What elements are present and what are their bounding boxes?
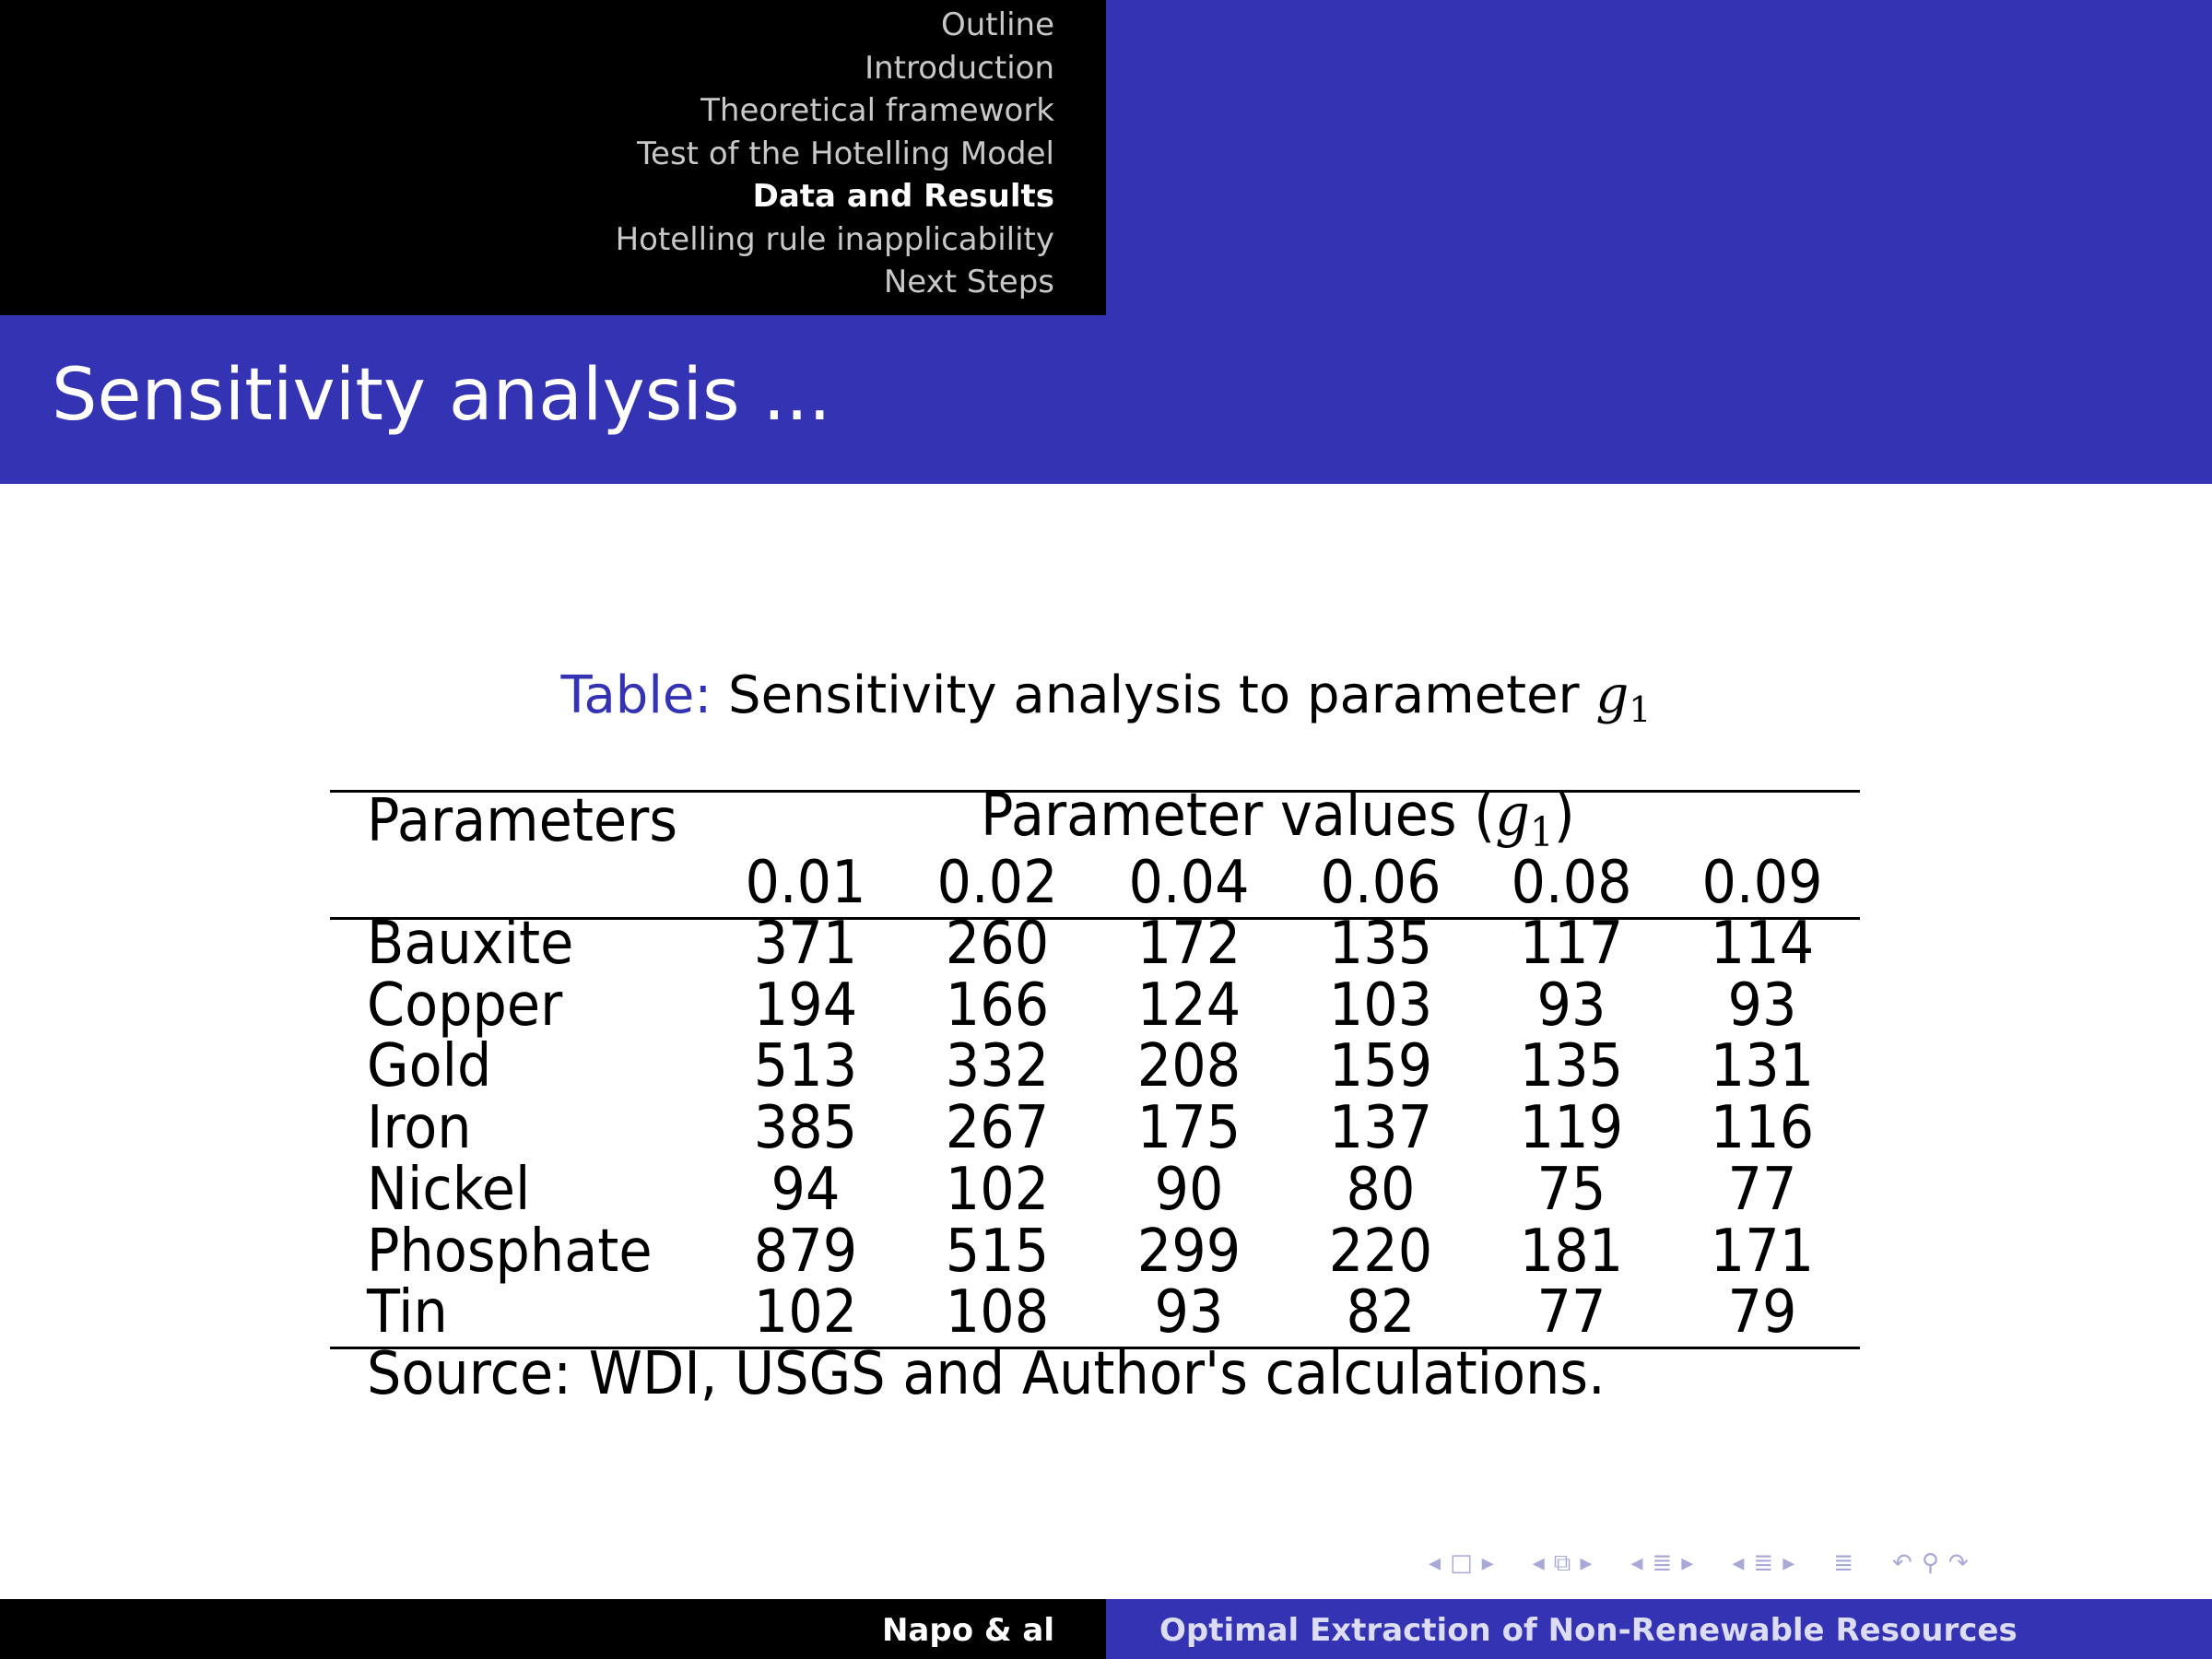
row-name-iron: Iron [367, 1094, 472, 1162]
caption-label: Table: [560, 665, 712, 725]
nav-next-frame-icon[interactable]: ▸ [1481, 1549, 1494, 1577]
nav-prev-frame-icon[interactable]: ◂ [1429, 1549, 1441, 1577]
column-header: 0.04 [1128, 849, 1250, 917]
table-cell: 93 [1154, 1278, 1224, 1347]
table-cell: 171 [1710, 1218, 1815, 1286]
column-header: 0.02 [936, 849, 1058, 917]
nav-search-icon[interactable]: ⚲ [1921, 1549, 1939, 1577]
table-cell: 175 [1136, 1094, 1241, 1162]
frame-title-bar [0, 315, 2212, 484]
footer-title: Optimal Extraction of Non-Renewable Resources [1159, 1612, 2018, 1649]
table-cell: 371 [753, 910, 858, 978]
table-cell: 515 [945, 1218, 1050, 1286]
nav-slide-icon[interactable]: ≣ [1753, 1549, 1774, 1577]
nav-prev-section-icon[interactable]: ◂ [1630, 1549, 1643, 1577]
row-name-bauxite: Bauxite [367, 910, 574, 978]
nav-subsection-icon[interactable]: ⧉ [1553, 1548, 1571, 1577]
table-cell: 102 [945, 1156, 1050, 1224]
table-cell: 159 [1328, 1032, 1433, 1100]
table-cell: 166 [945, 971, 1050, 1040]
footer-author-panel [0, 1599, 1106, 1659]
footer-title-panel [1106, 1599, 2212, 1659]
table-cell: 79 [1727, 1278, 1797, 1347]
section-navigation [616, 4, 1054, 304]
nav-back-icon[interactable]: ↶ [1892, 1549, 1912, 1577]
table-cell: 102 [753, 1278, 858, 1347]
nav-section-data-and-results[interactable]: Data and Results [752, 178, 1054, 215]
table-cell: 135 [1328, 910, 1433, 978]
column-header: 0.06 [1320, 849, 1441, 917]
beamer-navigation-controls [1429, 1545, 1969, 1582]
table-cell: 879 [753, 1218, 858, 1286]
table-cell: 108 [945, 1278, 1050, 1347]
table-cell: 103 [1328, 971, 1433, 1040]
nav-prev-subsection-icon[interactable]: ◂ [1532, 1549, 1545, 1577]
nav-next-slide-icon[interactable]: ▸ [1783, 1549, 1795, 1577]
nav-section-theoretical-framework[interactable]: Theoretical framework [700, 92, 1054, 129]
group-header-close: ) [1553, 782, 1575, 850]
table-cell: 332 [945, 1032, 1050, 1100]
table-source-note: Source: WDI, USGS and Author's calculations. [367, 1340, 1606, 1408]
nav-section-icon[interactable]: ≣ [1652, 1549, 1673, 1577]
row-name-phosphate: Phosphate [367, 1218, 653, 1286]
nav-section-introduction[interactable]: Introduction [865, 49, 1054, 87]
table-cell: 114 [1710, 910, 1815, 978]
row-name-copper: Copper [367, 971, 563, 1040]
header-section-panel [0, 0, 1106, 315]
group-header-symbol-subscript: 1 [1529, 809, 1554, 856]
group-header-symbol [1495, 782, 1554, 856]
caption-symbol-base: g [1595, 665, 1630, 725]
row-name-gold: Gold [367, 1032, 492, 1100]
nav-outline-icon[interactable]: ≣ [1833, 1549, 1854, 1577]
table-cell: 94 [771, 1156, 841, 1224]
row-name-nickel: Nickel [367, 1156, 531, 1224]
frame-title: Sensitivity analysis ... [52, 354, 831, 437]
table-cell: 119 [1519, 1094, 1624, 1162]
table-cell: 137 [1328, 1094, 1433, 1162]
table-cell: 299 [1136, 1218, 1241, 1286]
nav-section-next-steps[interactable]: Next Steps [883, 264, 1054, 300]
nav-section-hotelling-inapplicability[interactable]: Hotelling rule inapplicability [615, 220, 1054, 258]
table-cell: 260 [945, 910, 1050, 978]
footer-author: Napo & al [881, 1612, 1054, 1649]
group-header-text: Parameter values ( [981, 782, 1496, 850]
caption-text: Sensitivity analysis to parameter [728, 665, 1580, 725]
table-cell: 82 [1346, 1278, 1416, 1347]
table-cell: 208 [1136, 1032, 1241, 1100]
table-cell: 181 [1519, 1218, 1624, 1286]
table-cell: 194 [753, 971, 858, 1040]
table-cell: 80 [1346, 1156, 1416, 1224]
table-cell: 220 [1328, 1218, 1433, 1286]
table-cell: 513 [753, 1032, 858, 1100]
column-header: 0.01 [745, 849, 866, 917]
table-cell: 75 [1536, 1156, 1606, 1224]
column-header: 0.09 [1701, 849, 1823, 917]
table-caption [0, 665, 2212, 730]
caption-symbol [1595, 665, 1652, 730]
row-header-parameters: Parameters [367, 787, 678, 855]
table-cell: 93 [1536, 971, 1606, 1040]
table-cell: 124 [1136, 971, 1241, 1040]
table-cell: 116 [1710, 1094, 1815, 1162]
nav-next-subsection-icon[interactable]: ▸ [1580, 1549, 1593, 1577]
nav-section-outline[interactable]: Outline [940, 6, 1054, 43]
table-cell: 172 [1136, 910, 1241, 978]
table-cell: 267 [945, 1094, 1050, 1162]
table-cell: 131 [1710, 1032, 1815, 1100]
nav-section-test-hotelling-model[interactable]: Test of the Hotelling Model [637, 135, 1054, 172]
caption-symbol-subscript: 1 [1629, 689, 1652, 730]
table-cell: 77 [1727, 1156, 1797, 1224]
nav-frame-icon[interactable]: □ [1450, 1549, 1473, 1577]
table-cell: 135 [1519, 1032, 1624, 1100]
table-cell: 93 [1727, 971, 1797, 1040]
nav-forward-icon[interactable]: ↷ [1947, 1549, 1969, 1577]
table-cell: 90 [1154, 1156, 1224, 1224]
table-cell: 117 [1519, 910, 1624, 978]
nav-next-section-icon[interactable]: ▸ [1681, 1549, 1694, 1577]
table-cell: 77 [1536, 1278, 1606, 1347]
nav-prev-slide-icon[interactable]: ◂ [1732, 1549, 1745, 1577]
row-name-tin: Tin [367, 1278, 448, 1347]
group-header-symbol-base: g [1495, 782, 1530, 850]
header-blue-panel [1106, 0, 2212, 315]
column-header: 0.08 [1511, 849, 1632, 917]
table-cell: 385 [753, 1094, 858, 1162]
